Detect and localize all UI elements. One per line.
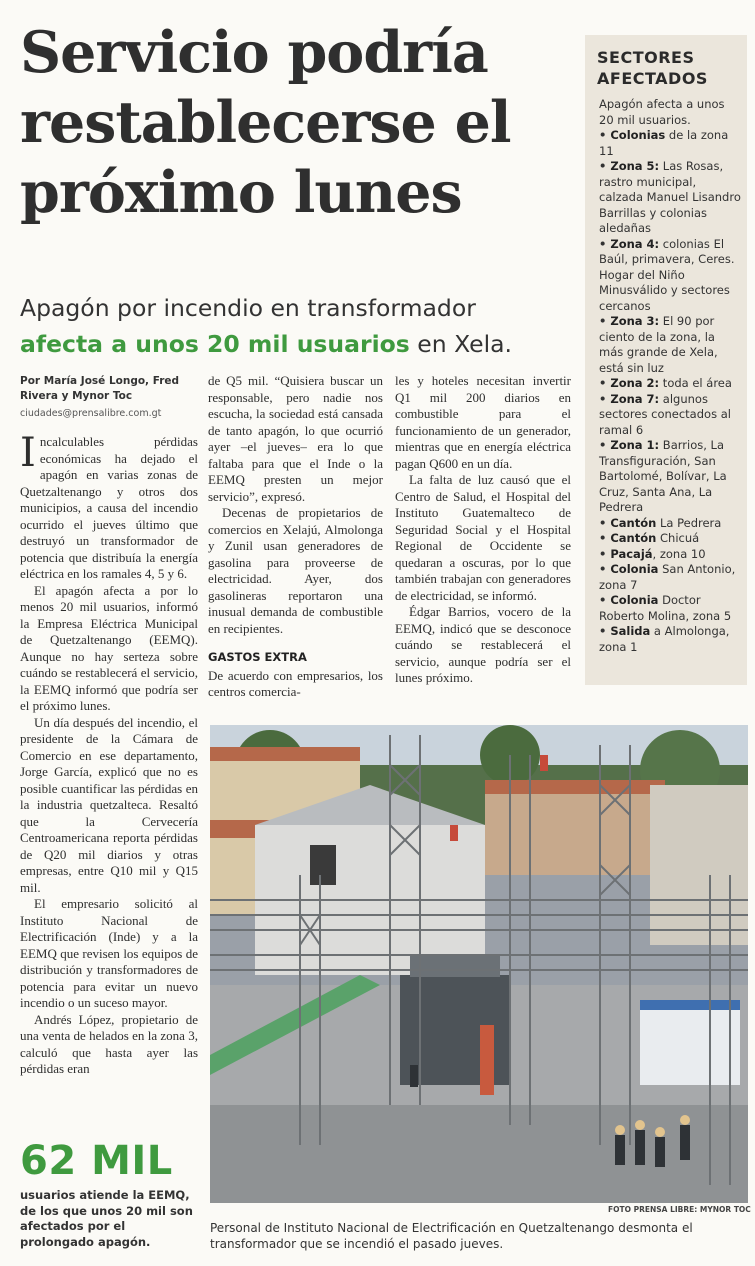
sidebar-item-label: Zona 2: [610,376,660,390]
article-paragraph: de Q5 mil. “Quisiera buscar un responsable, pero nadie nos escucha, la sociedad está cansada de tanto apagón, lo que ocurrió ayer –el jueves– era lo que faltaba para que el Inde o la EEMQ presten un mejor servicio”, expresó. [208,373,383,504]
article-paragraph: Andrés López, propietario de una venta de helados en la zona 3, calculó que hasta ayer las pérdidas eran [20,1011,198,1076]
byline-authors: Por María José Longo, Fred Rivera y Mynor Toc [20,375,180,402]
sidebar-item-label: Cantón [610,515,657,530]
article-paragraph: El empresario solicitó al Instituto Nacional de Electrificación (Inde) y a la EEMQ que revisen los equipos de distribución y transformadores de potencia para evitar un nuevo incendio o un suceso mayor. [20,896,198,1010]
sidebar-list-item [599,128,741,159]
article-paragraph: El apagón afecta a por lo menos 20 mil usuarios, informó la Empresa Eléctrica Municipal de Quetzaltenango (EEMQ). Aunque no hay serteza sobre cuándo se restablecerá el servicio, la EEMQ informó que podría ser el próximo lunes. [20,582,198,713]
article-paragraph: Decenas de propietarios de comercios en Xelajú, Almolonga y Zunil usan generadores de gasolina para proveerse de electricidad. Ayer, dos gasolineras reportaron una inusual demanda de combustible en recipientes. [208,505,383,636]
sidebar-item-text: de la zona 11 [599,128,729,158]
sidebar-list-item [599,237,741,315]
sidebar-list-item [599,376,741,392]
article-paragraph: Édgar Barrios, vocero de la EEMQ, indicó que se desconoce cuándo se restablecerá el servicio, aunque podría ser el lunes próximo. [395,604,571,685]
sidebar-item-label: Salida [610,624,651,638]
sidebar-item-label: Cantón [610,531,657,545]
sidebar-item-text: La Pedrera [656,515,722,530]
sidebar-list-item [599,438,741,516]
sidebar-item-text: colonias El Baúl, primavera, Ceres. Hogar del Niño Minusválido y sectores cercanos [599,236,735,313]
sidebar-list-item [599,624,741,655]
sidebar-item-label: Pacajá [610,546,653,561]
article-paragraph: De acuerdo con empresarios, los centros comercia- [208,667,383,699]
article-column-3 [395,373,571,687]
subheadline-rest: en Xela. [409,330,512,358]
sidebar-item-label: Zona 7: [610,391,660,406]
sidebar-item-text: , zona 10 [652,546,706,561]
subheadline-highlight: afecta a unos 20 mil usuarios [20,330,410,358]
headline: Servicio podría restablecerse el próximo lunes [20,19,511,226]
sidebar-list-item [599,159,741,237]
sidebar-list-item [599,562,741,593]
sidebar-list-item [599,314,741,376]
sidebar-item-label: Zona 1: [610,438,660,452]
sidebar-list-item [599,547,741,563]
sidebar-item-text: Chicuá [656,531,700,545]
byline [20,374,200,421]
sidebar-item-text: Barrios, La Transfiguración, San Bartolomé, Bolívar, La Cruz, Santa Ana, La Pedrera [599,438,727,514]
sidebar-item-label: Colonia [610,562,659,576]
sidebar-item-label: Zona 3: [610,314,660,328]
sidebar-list [599,128,741,655]
sidebar-item-label: Colonias [610,128,666,142]
article-column-2 [208,373,383,701]
sidebar-item-label: Zona 5: [610,159,660,173]
article-paragraph: La falta de luz causó que el Centro de Salud, el Hospital del Instituto Guatemalteco de Seguridad Social y el Hospital Regional de Occidente se quedaran a oscuras, por lo que también trabajan con generadores de electricidad, se informó. [395,472,571,603]
sidebar-affected-sectors [585,35,747,685]
section-subhead: GASTOS EXTRA [208,650,307,664]
sidebar-item-label: Colonia [610,593,659,607]
article-paragraph: Incalculables pérdidas económicas ha dejado el apagón en varias zonas de Quetzaltenango y otros dos municipios, a causa del incendio ocurrido el jueves último que destruyó un transformador de potencia que distribuía la energía eléctrica en los ramales 4, 5 y 6. [20,430,198,581]
sidebar-item-text: El 90 por ciento de la zona, la más grande de Xela, está sin luz [599,314,718,375]
sidebar-item-text: algunos sectores conectados al ramal 6 [599,391,731,437]
sidebar-item-text: San Antonio, zona 7 [599,562,736,592]
article-column-1 [20,430,198,1078]
byline-email: ciudades@prensalibre.com.gt [20,408,162,419]
sidebar-item-text: toda el área [659,376,732,390]
sidebar-list-item [599,593,741,624]
substation-illustration [210,725,748,1203]
photo-credit: FOTO PRENSA LIBRE: MYNOR TOC [608,1205,751,1214]
substation-photo [210,725,748,1203]
stat-box [20,1136,200,1261]
sidebar-intro: Apagón afecta a unos 20 mil usuarios. [599,97,725,127]
sidebar-item-text: a Almolonga, zona 1 [599,624,730,654]
sidebar-item-text: Las Rosas, rastro municipal, calzada Manuel Lisandro Barrillas y colonias aledañas [599,159,741,235]
drop-cap: I [20,430,36,476]
sidebar-list-item [599,531,741,547]
subheadline [20,290,580,362]
sidebar-item-text: Doctor Roberto Molina, zona 5 [599,593,732,623]
subheadline-line1: Apagón por incendio en transformador [20,294,476,322]
article-paragraph: les y hoteles necesitan invertir Q1 mil 200 diarios en combustible para el funcionamiento de un generador, mientras que en energía eléctrica pagan Q600 en un día. [395,373,571,471]
article-paragraph: Un día después del incendio, el presidente de la Cámara de Comercio en ese departamento, Jorge García, explicó que no es posible cuantificar las pérdidas en la industria quetzalteca. Resaltó que la Cervecería Centroamericana reporta pérdidas de Q20 mil diarios y otras empresas, entre Q10 mil y Q15 mil. [20,714,198,895]
stat-number: 62 MIL [20,1138,173,1184]
sidebar-title: SECTORES AFECTADOS [597,48,708,88]
sidebar-item-label: Zona 4: [610,236,660,251]
stat-description: usuarios atiende la EEMQ, de los que unos 20 mil son afectados por el prolongado apagón. [20,1188,193,1249]
sidebar-list-item [599,392,741,439]
sidebar-list-item [599,516,741,532]
photo-caption: Personal de Instituto Nacional de Electrificación en Quetzaltenango desmonta el transformador que se incendió el pasado jueves. [210,1221,693,1251]
